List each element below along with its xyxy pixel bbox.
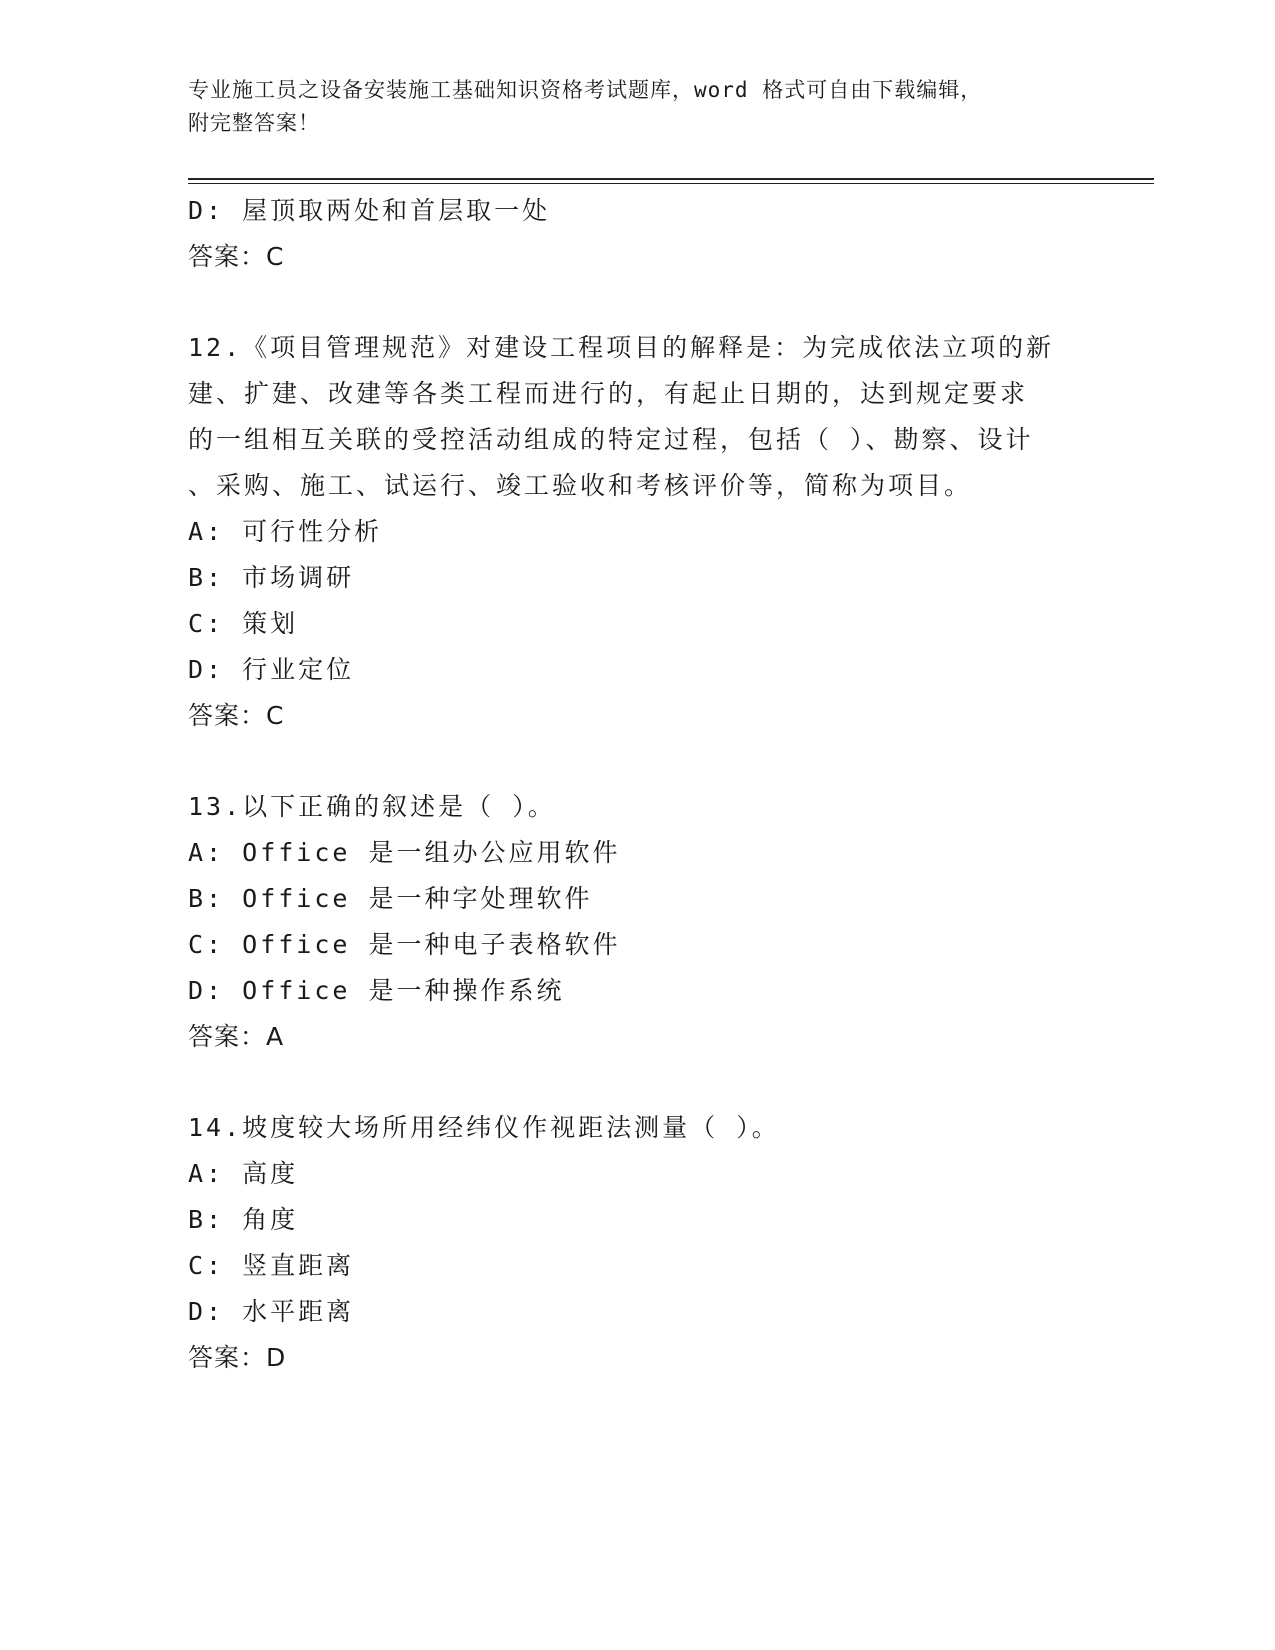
q13-option-a: A: Office 是一组办公应用软件 xyxy=(188,838,621,867)
question-content xyxy=(188,188,1088,1381)
header-line-2: 附完整答案！ xyxy=(188,111,320,135)
q12-option-d: D: 行业定位 xyxy=(188,655,355,684)
q14-option-d: D: 水平距离 xyxy=(188,1297,355,1326)
q11-answer: 答案：C xyxy=(188,242,285,271)
q14-option-c: C: 竖直距离 xyxy=(188,1251,355,1280)
header-line-1: 专业施工员之设备安装施工基础知识资格考试题库，word 格式可自由下载编辑， xyxy=(188,78,983,102)
question-13 xyxy=(188,784,1088,1060)
q13-option-d: D: Office 是一种操作系统 xyxy=(188,976,565,1005)
page-header xyxy=(188,74,1068,140)
q13-answer: 答案：A xyxy=(188,1022,285,1051)
q12-option-c: C: 策划 xyxy=(188,609,299,638)
q12-stem-line-1: 12.《项目管理规范》对建设工程项目的解释是：为完成依法立项的新 xyxy=(188,333,1055,362)
q14-stem: 14.坡度较大场所用经纬仪作视距法测量（ ）。 xyxy=(188,1113,780,1142)
spacer xyxy=(188,1060,1088,1105)
q12-answer: 答案：C xyxy=(188,701,285,730)
spacer xyxy=(188,739,1088,784)
spacer xyxy=(188,280,1088,325)
header-divider-thin xyxy=(188,183,1154,184)
q12-stem-line-4: 、采购、施工、试运行、竣工验收和考核评价等，简称为项目。 xyxy=(188,471,973,500)
q13-option-c: C: Office 是一种电子表格软件 xyxy=(188,930,621,959)
q12-option-b: B: 市场调研 xyxy=(188,563,355,592)
q13-option-b: B: Office 是一种字处理软件 xyxy=(188,884,593,913)
q12-stem-line-2: 建、扩建、改建等各类工程而进行的，有起止日期的，达到规定要求 xyxy=(188,379,1029,408)
q12-option-a: A: 可行性分析 xyxy=(188,517,383,546)
q13-stem: 13.以下正确的叙述是（ ）。 xyxy=(188,792,556,821)
q11-option-d: D: 屋顶取两处和首层取一处 xyxy=(188,196,551,225)
q14-answer: 答案：D xyxy=(188,1343,287,1372)
header-divider-thick xyxy=(188,178,1154,180)
question-12 xyxy=(188,325,1088,739)
q14-option-a: A: 高度 xyxy=(188,1159,299,1188)
q12-stem-line-3: 的一组相互关联的受控活动组成的特定过程，包括（ ）、勘察、设计 xyxy=(188,425,1034,454)
q14-option-b: B: 角度 xyxy=(188,1205,299,1234)
question-11-tail xyxy=(188,188,1088,280)
question-14 xyxy=(188,1105,1088,1381)
